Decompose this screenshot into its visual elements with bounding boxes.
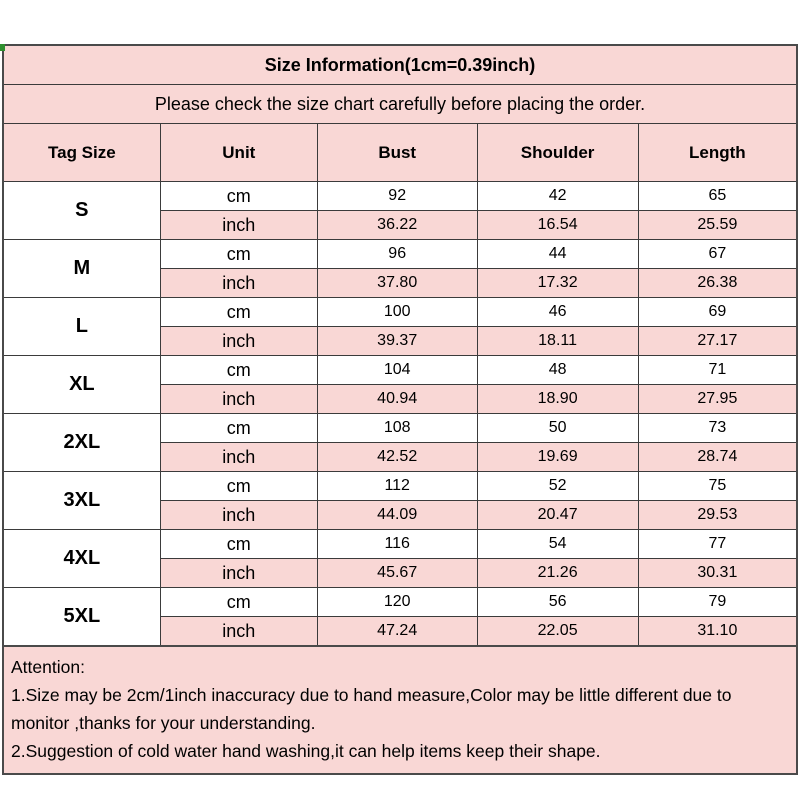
size-chart-sheet <box>2 44 798 775</box>
size-table <box>2 44 798 647</box>
bust-cell: 44.09 <box>317 501 477 530</box>
shoulder-cell: 18.11 <box>477 327 638 356</box>
tag-size-cell: 2XL <box>3 414 160 472</box>
green-corner-mark <box>0 44 5 51</box>
size-row-xl-cm <box>3 356 797 385</box>
length-cell: 27.17 <box>638 327 797 356</box>
length-cell: 71 <box>638 356 797 385</box>
shoulder-cell: 17.32 <box>477 269 638 298</box>
shoulder-cell: 52 <box>477 472 638 501</box>
bust-cell: 40.94 <box>317 385 477 414</box>
shoulder-cell: 16.54 <box>477 211 638 240</box>
shoulder-cell: 19.69 <box>477 443 638 472</box>
attention-note <box>2 647 798 775</box>
unit-cell: cm <box>160 588 317 617</box>
length-cell: 73 <box>638 414 797 443</box>
unit-cell: inch <box>160 211 317 240</box>
title-row <box>3 45 797 85</box>
shoulder-cell: 50 <box>477 414 638 443</box>
shoulder-cell: 22.05 <box>477 617 638 647</box>
subtitle-row <box>3 85 797 124</box>
length-cell: 75 <box>638 472 797 501</box>
size-row-m-cm <box>3 240 797 269</box>
bust-cell: 116 <box>317 530 477 559</box>
unit-cell: inch <box>160 269 317 298</box>
length-cell: 65 <box>638 182 797 211</box>
shoulder-cell: 46 <box>477 298 638 327</box>
bust-cell: 112 <box>317 472 477 501</box>
length-cell: 30.31 <box>638 559 797 588</box>
shoulder-cell: 21.26 <box>477 559 638 588</box>
length-cell: 31.10 <box>638 617 797 647</box>
tag-size-cell: 5XL <box>3 588 160 647</box>
unit-cell: cm <box>160 298 317 327</box>
unit-cell: inch <box>160 501 317 530</box>
size-row-5xl-cm <box>3 588 797 617</box>
column-header-shoulder: Shoulder <box>477 124 638 182</box>
tag-size-cell: L <box>3 298 160 356</box>
shoulder-cell: 20.47 <box>477 501 638 530</box>
unit-cell: inch <box>160 327 317 356</box>
length-cell: 77 <box>638 530 797 559</box>
bust-cell: 36.22 <box>317 211 477 240</box>
unit-cell: cm <box>160 182 317 211</box>
column-header-length: Length <box>638 124 797 182</box>
shoulder-cell: 56 <box>477 588 638 617</box>
page-title: Size Information(1cm=0.39inch) <box>3 45 797 85</box>
bust-cell: 100 <box>317 298 477 327</box>
tag-size-cell: S <box>3 182 160 240</box>
tag-size-cell: 4XL <box>3 530 160 588</box>
size-row-4xl-cm <box>3 530 797 559</box>
column-header-unit: Unit <box>160 124 317 182</box>
bust-cell: 96 <box>317 240 477 269</box>
length-cell: 79 <box>638 588 797 617</box>
attention-line-2: 2.Suggestion of cold water hand washing,it can help items keep their shape. <box>11 741 601 761</box>
tag-size-cell: XL <box>3 356 160 414</box>
shoulder-cell: 42 <box>477 182 638 211</box>
length-cell: 29.53 <box>638 501 797 530</box>
tag-size-cell: 3XL <box>3 472 160 530</box>
shoulder-cell: 54 <box>477 530 638 559</box>
column-header-row <box>3 124 797 182</box>
bust-cell: 92 <box>317 182 477 211</box>
size-row-3xl-cm <box>3 472 797 501</box>
attention-line-1: 1.Size may be 2cm/1inch inaccuracy due to hand measure,Color may be little different due to monitor ,thanks for your understanding. <box>11 685 732 733</box>
unit-cell: cm <box>160 530 317 559</box>
length-cell: 27.95 <box>638 385 797 414</box>
size-row-s-cm <box>3 182 797 211</box>
unit-cell: cm <box>160 240 317 269</box>
length-cell: 69 <box>638 298 797 327</box>
column-header-bust: Bust <box>317 124 477 182</box>
unit-cell: cm <box>160 414 317 443</box>
unit-cell: inch <box>160 617 317 647</box>
length-cell: 67 <box>638 240 797 269</box>
bust-cell: 37.80 <box>317 269 477 298</box>
shoulder-cell: 48 <box>477 356 638 385</box>
unit-cell: cm <box>160 472 317 501</box>
page-subtitle: Please check the size chart carefully before placing the order. <box>3 85 797 124</box>
column-header-tag-size: Tag Size <box>3 124 160 182</box>
unit-cell: inch <box>160 443 317 472</box>
unit-cell: cm <box>160 356 317 385</box>
shoulder-cell: 18.90 <box>477 385 638 414</box>
tag-size-cell: M <box>3 240 160 298</box>
bust-cell: 104 <box>317 356 477 385</box>
size-row-l-cm <box>3 298 797 327</box>
size-row-2xl-cm <box>3 414 797 443</box>
bust-cell: 47.24 <box>317 617 477 647</box>
length-cell: 25.59 <box>638 211 797 240</box>
length-cell: 26.38 <box>638 269 797 298</box>
bust-cell: 39.37 <box>317 327 477 356</box>
bust-cell: 120 <box>317 588 477 617</box>
unit-cell: inch <box>160 559 317 588</box>
unit-cell: inch <box>160 385 317 414</box>
bust-cell: 108 <box>317 414 477 443</box>
length-cell: 28.74 <box>638 443 797 472</box>
bust-cell: 45.67 <box>317 559 477 588</box>
bust-cell: 42.52 <box>317 443 477 472</box>
attention-heading: Attention: <box>11 657 85 677</box>
shoulder-cell: 44 <box>477 240 638 269</box>
